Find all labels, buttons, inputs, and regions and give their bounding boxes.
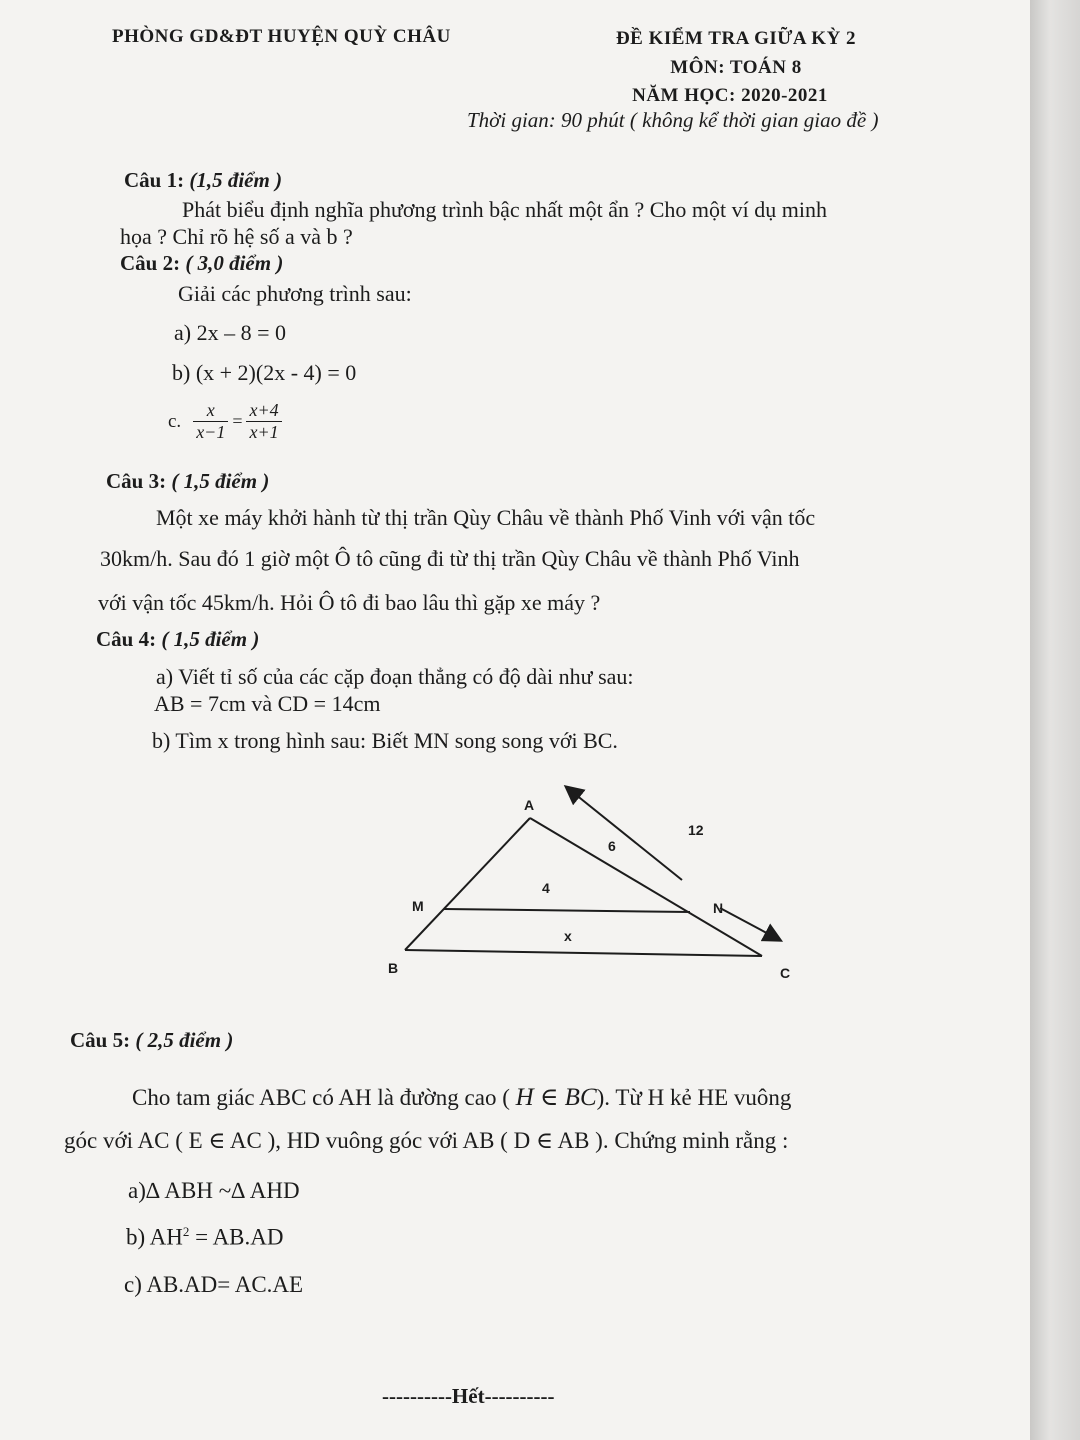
exam-duration: Thời gian: 90 phút ( không kể thời gian giao đề ) bbox=[467, 108, 879, 132]
question-3-label: Câu 3: bbox=[106, 469, 167, 493]
question-5-line-1-math: H ∈ BC bbox=[515, 1084, 597, 1111]
vertex-b-label: B bbox=[388, 960, 399, 976]
point-m-label: M bbox=[412, 898, 424, 914]
length-ac-label: 12 bbox=[688, 822, 704, 838]
question-5-line-1-start: Cho tam giác ABC có AH là đường cao ( bbox=[132, 1085, 516, 1110]
part-b-exponent: 2 bbox=[182, 1224, 190, 1239]
question-5-part-b bbox=[126, 1224, 284, 1251]
question-3-line-1: Một xe máy khởi hành từ thị trần Qùy Châu về thành Phố Vinh với vận tốc bbox=[156, 505, 816, 530]
question-5-line-1-end: ). Từ H kẻ HE vuông bbox=[596, 1085, 792, 1110]
question-5-points: ( 2,5 điểm ) bbox=[135, 1028, 234, 1052]
segment-mn bbox=[444, 909, 690, 912]
question-4-part-a-values: AB = 7cm và CD = 14cm bbox=[154, 691, 381, 716]
vertex-a-label: A bbox=[524, 797, 535, 813]
length-bc-label: x bbox=[564, 928, 572, 944]
length-an-label: 6 bbox=[608, 838, 616, 854]
exam-title: ĐỀ KIỂM TRA GIỮA KỲ 2 bbox=[615, 28, 857, 49]
school-year: NĂM HỌC: 2020-2021 bbox=[632, 85, 828, 106]
question-2-part-a: a) 2x – 8 = 0 bbox=[174, 320, 286, 345]
question-5-line-2: góc với AC ( E ∈ AC ), HD vuông góc với AB ( D ∈ AB ). Chứng minh rằng : bbox=[64, 1128, 789, 1153]
part-b-end: = AB.AD bbox=[189, 1224, 284, 1250]
exam-subject: MÔN: TOÁN 8 bbox=[670, 57, 802, 78]
question-5-label: Câu 5: bbox=[70, 1028, 131, 1052]
question-2-part-b: b) (x + 2)(2x - 4) = 0 bbox=[172, 360, 357, 385]
triangle-figure bbox=[380, 780, 820, 990]
question-4-part-b: b) Tìm x trong hình sau: Biết MN song song với BC. bbox=[152, 728, 618, 753]
side-bc bbox=[405, 950, 762, 956]
question-1-points: (1,5 điểm ) bbox=[189, 168, 283, 192]
fraction-left-denominator: x−1 bbox=[196, 422, 226, 442]
part-c-label: c. bbox=[168, 410, 182, 432]
question-1-line-2: họa ? Chỉ rõ hệ số a và b ? bbox=[120, 224, 353, 249]
question-2-points: ( 3,0 điểm ) bbox=[185, 251, 284, 275]
question-4-points: ( 1,5 điểm ) bbox=[161, 627, 260, 651]
question-1-line-1: Phát biểu định nghĩa phương trình bậc nhất một ẩn ? Cho một ví dụ minh bbox=[182, 197, 827, 222]
question-3-line-3: với vận tốc 45km/h. Hỏi Ô tô đi bao lâu thì gặp xe máy ? bbox=[98, 590, 601, 615]
fraction-right bbox=[246, 400, 281, 443]
arrow-upper bbox=[570, 790, 682, 880]
equals-sign: = bbox=[232, 411, 243, 431]
arrow-lower bbox=[720, 908, 776, 938]
question-4-heading bbox=[96, 627, 259, 652]
question-2-heading bbox=[120, 251, 283, 276]
question-5-part-c: c) AB.AD= AC.AE bbox=[124, 1272, 304, 1297]
question-2-intro: Giải các phương trình sau: bbox=[178, 281, 412, 306]
fraction-right-denominator: x+1 bbox=[249, 422, 279, 442]
department-name: PHÒNG GD&ĐT HUYỆN QUỲ CHÂU bbox=[112, 26, 451, 47]
question-3-points: ( 1,5 điểm ) bbox=[171, 469, 270, 493]
question-3-line-2: 30km/h. Sau đó 1 giờ một Ô tô cũng đi từ thị trần Qùy Châu về thành Phố Vinh bbox=[100, 546, 800, 571]
part-b-start: b) AH bbox=[126, 1224, 183, 1250]
question-1-heading bbox=[124, 168, 282, 193]
question-3-heading bbox=[106, 469, 269, 494]
length-mn-label: 4 bbox=[542, 880, 550, 896]
fraction-left bbox=[193, 400, 228, 443]
question-5-part-a: a)∆ ABH ~∆ AHD bbox=[128, 1178, 300, 1203]
end-marker: ----------Hết---------- bbox=[382, 1384, 555, 1408]
point-n-label: N bbox=[713, 900, 724, 916]
vertex-c-label: C bbox=[780, 965, 791, 981]
table-edge bbox=[1030, 0, 1080, 1440]
question-4-part-a: a) Viết tỉ số của các cặp đoạn thẳng có độ dài như sau: bbox=[156, 664, 634, 689]
question-5-heading bbox=[70, 1028, 233, 1053]
question-4-label: Câu 4: bbox=[96, 627, 157, 651]
question-5-line-1 bbox=[132, 1082, 791, 1112]
question-2-label: Câu 2: bbox=[120, 251, 181, 275]
question-1-label: Câu 1: bbox=[124, 168, 185, 192]
fraction-left-numerator: x bbox=[193, 400, 228, 422]
question-2-part-c bbox=[168, 400, 284, 443]
fraction-right-numerator: x+4 bbox=[246, 400, 281, 422]
side-ab bbox=[405, 818, 530, 950]
